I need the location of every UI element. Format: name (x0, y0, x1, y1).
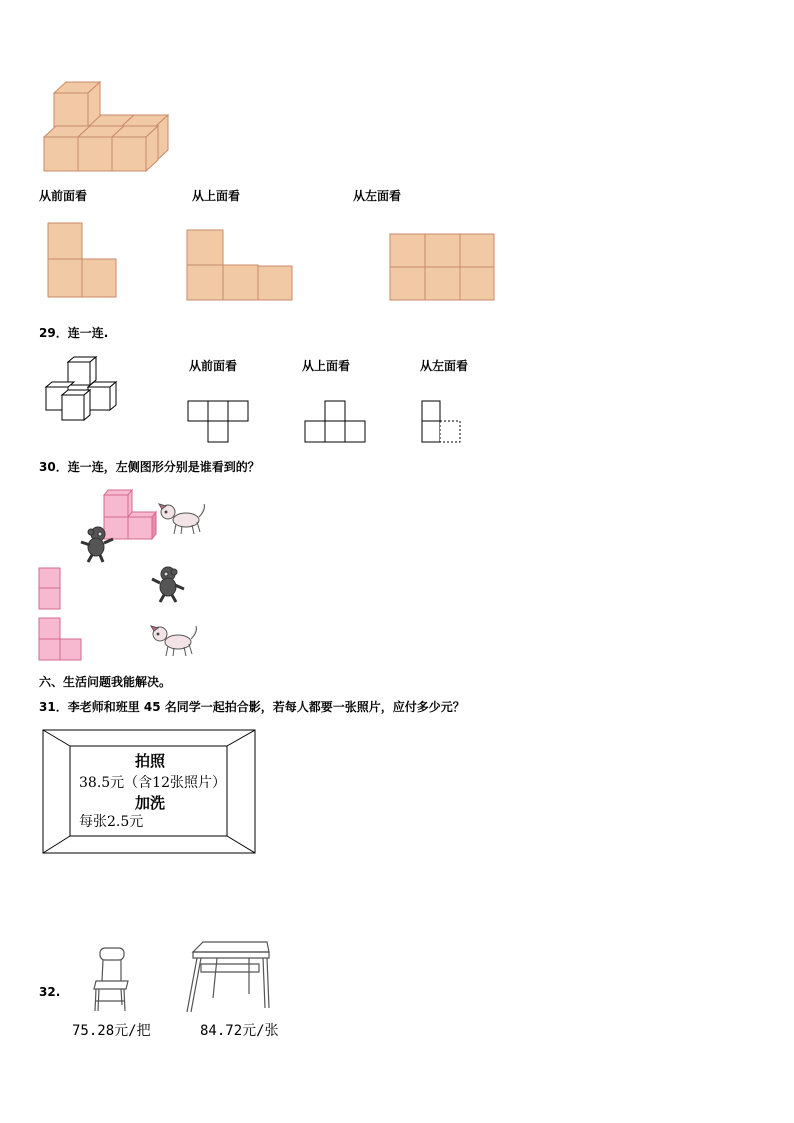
chair-price: 75.28元/把 (72, 1023, 151, 1039)
sign-title-reprint: 加洗 (134, 794, 165, 812)
q30-title: 30．连一连，左侧图形分别是谁看到的？ (39, 460, 260, 474)
q30-view-a (38, 567, 62, 611)
q30-view-b (38, 617, 84, 663)
monkey-icon (150, 565, 186, 603)
q29-top-view (304, 400, 368, 444)
q32-number: 32. (39, 985, 61, 999)
desk-price: 84.72元/张 (200, 1023, 279, 1039)
dog-icon (158, 500, 208, 536)
front-view-figure (47, 222, 119, 300)
q29-left-view (421, 400, 465, 444)
q29-view-label-front: 从前面看 (189, 359, 238, 373)
chair-icon (90, 945, 134, 1015)
q31-title: 31．李老师和班里 45 名同学一起拍合影，若每人都要一张照片，应付多少元？ (39, 700, 465, 714)
sign-reprint-price: 每张2.5元 (79, 814, 144, 830)
desk-icon (183, 938, 275, 1016)
sign-title-photo: 拍照 (134, 752, 165, 770)
dog-icon (150, 622, 200, 658)
q29-view-label-top: 从上面看 (302, 359, 351, 373)
view-label-left: 从左面看 (353, 189, 402, 203)
section-heading: 六、生活问题我能解决。 (39, 675, 172, 689)
q29-view-label-left: 从左面看 (420, 359, 469, 373)
top-view-figure (186, 229, 296, 303)
monkey-icon (78, 525, 114, 563)
left-view-figure (389, 233, 497, 301)
q29-title: 29．连一连. (39, 326, 109, 340)
sign-photo-price: 38.5元（含12张照片） (79, 775, 226, 791)
view-label-front: 从前面看 (39, 189, 88, 203)
view-label-top: 从上面看 (192, 189, 241, 203)
cube-stack-figure (40, 80, 175, 175)
q29-front-view (187, 400, 251, 444)
q29-cube-figure (40, 355, 130, 427)
